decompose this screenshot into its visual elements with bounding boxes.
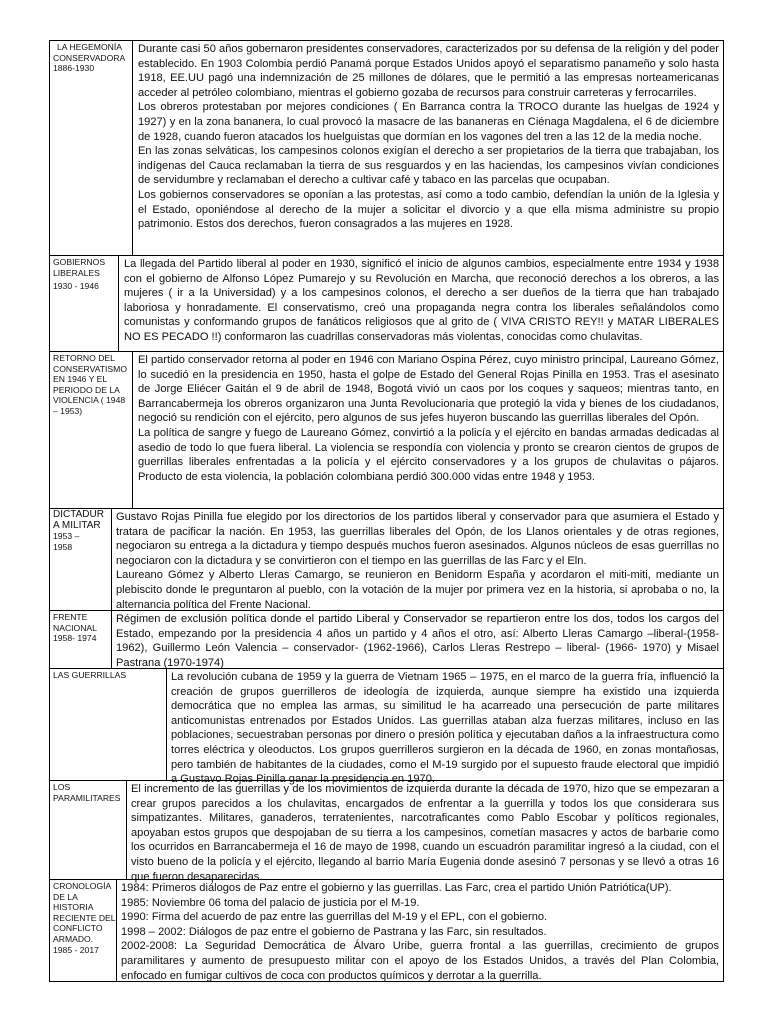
row-label-line: LA HEGEMONÍA — [57, 42, 122, 52]
row-label-line: CONFLICTO — [53, 923, 103, 934]
paragraph: Los obreros protestaban por mejores condiciones ( En Barranca contra la TROCO durante las huelgas de 1924 y 1927) y en la zona bananera, lo cual provocó la masacre de las bananeras en Ciénaga Magdalena, el 6 de diciembre de 1928, cuando fueron atacados los huelguistas que dormían en los vagones del tren a las 12 de la media noche. — [138, 101, 719, 143]
row-label-line: 1958- 1974 — [53, 633, 97, 644]
row-content — [138, 41, 723, 232]
row-label-line: RETORNO DEL — [53, 353, 115, 363]
row-label-line: 1930 - 1946 — [53, 281, 99, 292]
row-label-line: FRENTE — [53, 612, 88, 622]
row-content — [121, 880, 723, 983]
row-content — [138, 352, 723, 484]
paragraph: Durante casi 50 años gobernaron presidentes conservadores, caracterizados por su defensa de la religión y del poder establecido. En 1903 Colombia perdió Panamá porque Estados Unidos apoyó el separatismo panameño y solo hasta 1918, EE.UU pagó una indemnización de 25 millones de dólares, que le permitió a las empresas norteamericanas acceder al petróleo colombiano, mientras el gobierno gozaba de recursos para construir carreteras y ferrocarriles. — [138, 43, 719, 99]
paragraph: Laureano Gómez y Alberto Lleras Camargo, se reunieron en Benidorm España y acordaron el miti-miti, mediante un plebiscito donde le preguntaron al pueblo, con la votación de la mujer por primera vez en la historia, si aprobaba o no, la alternancia política del Frente Nacional. — [116, 569, 719, 611]
row-label-line: NACIONAL — [53, 622, 97, 633]
row-content — [171, 669, 723, 787]
row-label-line: LIBERALES — [53, 267, 100, 278]
row-label — [50, 256, 119, 351]
row-label-line: CONSERVADORA — [53, 52, 126, 63]
row-label-line: ARMADO. — [53, 933, 94, 944]
row-label-line: CRONOLOGÍA — [53, 881, 112, 891]
table-row — [49, 352, 724, 509]
paragraph: Los gobiernos conservadores se oponían a las protestas, así como a todo cambio, defendían la unión de la Iglesia y el Estado, oponiéndose al derecho de la mujer a solicitar el divorcio y a que ella misma administre su propio patrimonio. Estos dos derechos, fueron consagrados a las mujeres en 1928. — [138, 188, 719, 231]
row-content — [116, 611, 723, 670]
row-label-line: PARAMILITARES — [53, 792, 121, 803]
row-label-line: A MILITAR — [53, 519, 101, 531]
row-label-line: GOBIERNOS — [53, 257, 106, 267]
table-row — [49, 880, 724, 982]
table-row — [49, 611, 724, 669]
row-label-line: LAS GUERRILLAS — [53, 670, 127, 680]
row-label — [50, 352, 133, 508]
row-label-line: LOS — [53, 782, 71, 792]
paragraph: La revolución cubana de 1959 y la guerra de Vietnam 1965 – 1975, en el marco de la guerra fría, influenció la creación de grupos guerrilleros de ideología de izquierda, aunque siempre ha existido una izquierda democrática que no emplea las armas, su similitud le ha acarreado una persecución de parte militares anticomunistas entrenados por Estados Unidos. Las guerrillas ataban alza fuerzas militares, incluso en las poblaciones, secuestraban personas por dinero o presión política y ejecutaban daños a la infraestructura como torres eléctrica y oleoductos. Los grupos guerrilleros surgieron en la década de 1960, en zonas montañosas, pero también de habitantes de la ciudades, como el M-19 surgido por el supuesto fraude electoral que impidió a Gustavo Rojas Pinilla ganar la presidencia en 1970. — [171, 671, 719, 786]
row-label-line: HISTORIA — [53, 902, 94, 913]
paragraph: La política de sangre y fuego de Laureano Gómez, convirtió a la policía y el ejército en bandas armadas dedicadas al asedio de todo lo que fuera liberal. La violencia se respondía con violencia y pronto se crearon cientos de grupos de guerrillas liberales enfrentadas a la policía y el ejército conservadores y a los grupos de chulavitas o pájaros. Producto de esta violencia, la población colombiana perdió 300.000 vidas entre 1948 y 1953. — [138, 426, 719, 483]
chronology-entry: 1990: Firma del acuerdo de paz entre las guerrillas del M-19 y el EPL, con el gobierno. — [121, 911, 548, 924]
row-label-line: CONSERVATISMO — [53, 363, 128, 374]
paragraph: Gustavo Rojas Pinilla fue elegido por los directorios de los partidos liberal y conservador para que asumiera el Estado y tratara de pacificar la nación. En 1953, las guerrillas liberales del Opón, de los Llanos orientales y de otras regiones, negociaron su entrega a la dictadura y tiempo después muchos fueron asesinados. Algunos núcleos de esas guerrillas no negociaron con la dictadura y se convirtieron con el tiempo en las guerrillas de las Farc y el Eln. — [116, 511, 719, 567]
table-row — [49, 781, 724, 883]
row-label-line: 1953 – — [53, 531, 80, 542]
table-row — [49, 256, 724, 352]
table-row — [49, 40, 724, 256]
paragraph: Régimen de exclusión política donde el partido Liberal y Conservador se repartieron entre los dos, todos los cargos del Estado, empezando por la presidencia 4 años un partido y 4 años el otro, así: Alberto Lleras Camargo –liberal-(1958-1962), Guillermo León Valencia – conservador- (1962-1966), Carlos Lleras Restrepo – liberal- (1966- 1970) y Misael Pastrana (1970-1974) — [116, 613, 719, 669]
row-label — [50, 669, 167, 780]
row-label — [50, 41, 133, 255]
chronology-entry: 1984: Primeros diálogos de Paz entre el gobierno y las guerrillas. Las Farc, crea el partido Unión Patriótica(UP). — [121, 882, 672, 894]
chronology-entry: 1998 – 2002: Diálogos de paz entre el gobierno de Pastrana y las Farc, sin resultados. — [121, 925, 547, 938]
table-row — [49, 509, 724, 611]
row-label-line: 1886-1930 — [53, 63, 95, 74]
history-table — [49, 40, 724, 982]
table-row — [49, 669, 724, 786]
paragraph: La llegada del Partido liberal al poder en 1930, significó el inicio de algunos cambios, especialmente entre 1934 y 1938 con el gobierno de Alfonso López Pumarejo y su Revolución en Marcha, que reconoció derechos a los obreros, a las mujeres ( ir a la Universidad) y a los campesinos colonos, el derecho a ser dueños de la tierra que han trabajado laboriosa y honradamente. El conservatismo, creó una propaganda negra contra los liberales señalándolos como comunistas y conformando grupos de fanáticos religiosos que al grito de ( VIVA CRISTO REY!! y MATAR LIBERALES NO ES PECADO !!) conformaron las cuadrillas conservadoras más violentas, conocidas como chulavitas. — [124, 258, 719, 343]
paragraph: El incremento de las guerrillas y de los movimientos de izquierda durante la década de 1970, hizo que se empezaran a crear grupos parecidos a los chulavitas, encargados de enfrentar a la guerrilla y todos los que considerara sus simpatizantes. Militares, ganaderos, terratenientes, narcotraficantes como Pablo Escobar y políticos regionales, apoyaban estos grupos que despojaban de su tierra a los campesinos, cometían masacres y actos de barbarie como los ocurridos en Barrancabermeja el 16 de mayo de 1998, cuando un escuadrón paramilitar ingresó a la ciudad, con el visto bueno de la policía y el ejército, llegando al barrio María Eugenia donde asesinó 7 personas y se llevó a otras 16 que fueron desaparecidas. — [131, 783, 719, 883]
row-label-line: VIOLENCIA ( 1948 — [53, 395, 126, 406]
row-label — [50, 509, 112, 610]
row-label-line: RECIENTE DEL — [53, 912, 116, 923]
chronology-entry: 1985: Noviembre 06 toma del palacio de justicia por el M-19. — [121, 896, 420, 909]
row-label-line: – 1953) — [53, 405, 83, 416]
chronology-entry: 2002-2008: La Seguridad Democrática de Álvaro Uribe, guerra frontal a las guerrillas, crecimiento de grupos paramilitares y aumento de presupuesto militar con el apoyo de los Estados Unidos, a través del Plan Colombia, enfocado en fumigar cultivos de coca con productos químicos y derrotar a la guerrilla. — [121, 940, 719, 982]
row-label-line: EN 1946 Y EL — [53, 374, 108, 385]
row-label — [50, 611, 112, 668]
row-label-line: DE LA — [53, 891, 78, 902]
row-content — [116, 509, 723, 612]
row-content — [124, 256, 723, 345]
row-label-line: PERIODO DE LA — [53, 384, 120, 395]
row-label-line: DICTADUR — [53, 509, 104, 520]
row-content — [131, 781, 723, 884]
row-label — [50, 880, 117, 981]
paragraph: El partido conservador retorna al poder en 1946 con Mariano Ospina Pérez, cuyo ministro principal, Laureano Gómez, lo sucedió en la presidencia en 1950, hasta el golpe de Estado del General Rojas Pinilla en 1953. Tras el asesinato de Jorge Eliécer Gaitán el 9 de abril de 1948, Bogotá vivió un caos por los coques y saqueos; mientras tanto, en Barrancabermeja los obreros organizaron una Junta Revolucionaria que protegió la vida y bienes de los ciudadanos, negoció su rendición con el ejército, pero algunos de sus jefes huyeron buscando las guerrillas liberales del Opón. — [138, 354, 719, 425]
row-label-line: 1958 — [53, 541, 73, 552]
paragraph: En las zonas selváticas, los campesinos colonos exigían el derecho a ser propietarios de la tierra que trabajaban, los indígenas del Cauca reclamaban la tierra de sus resguardos y en las haciendas, los campesinos vivían condiciones de servidumbre y reclamaban el derecho a cultivar café y tabaco en las parcelas que ocupaban. — [138, 145, 719, 187]
row-label — [50, 781, 127, 879]
row-label-line: 1985 - 2017 — [53, 944, 99, 955]
